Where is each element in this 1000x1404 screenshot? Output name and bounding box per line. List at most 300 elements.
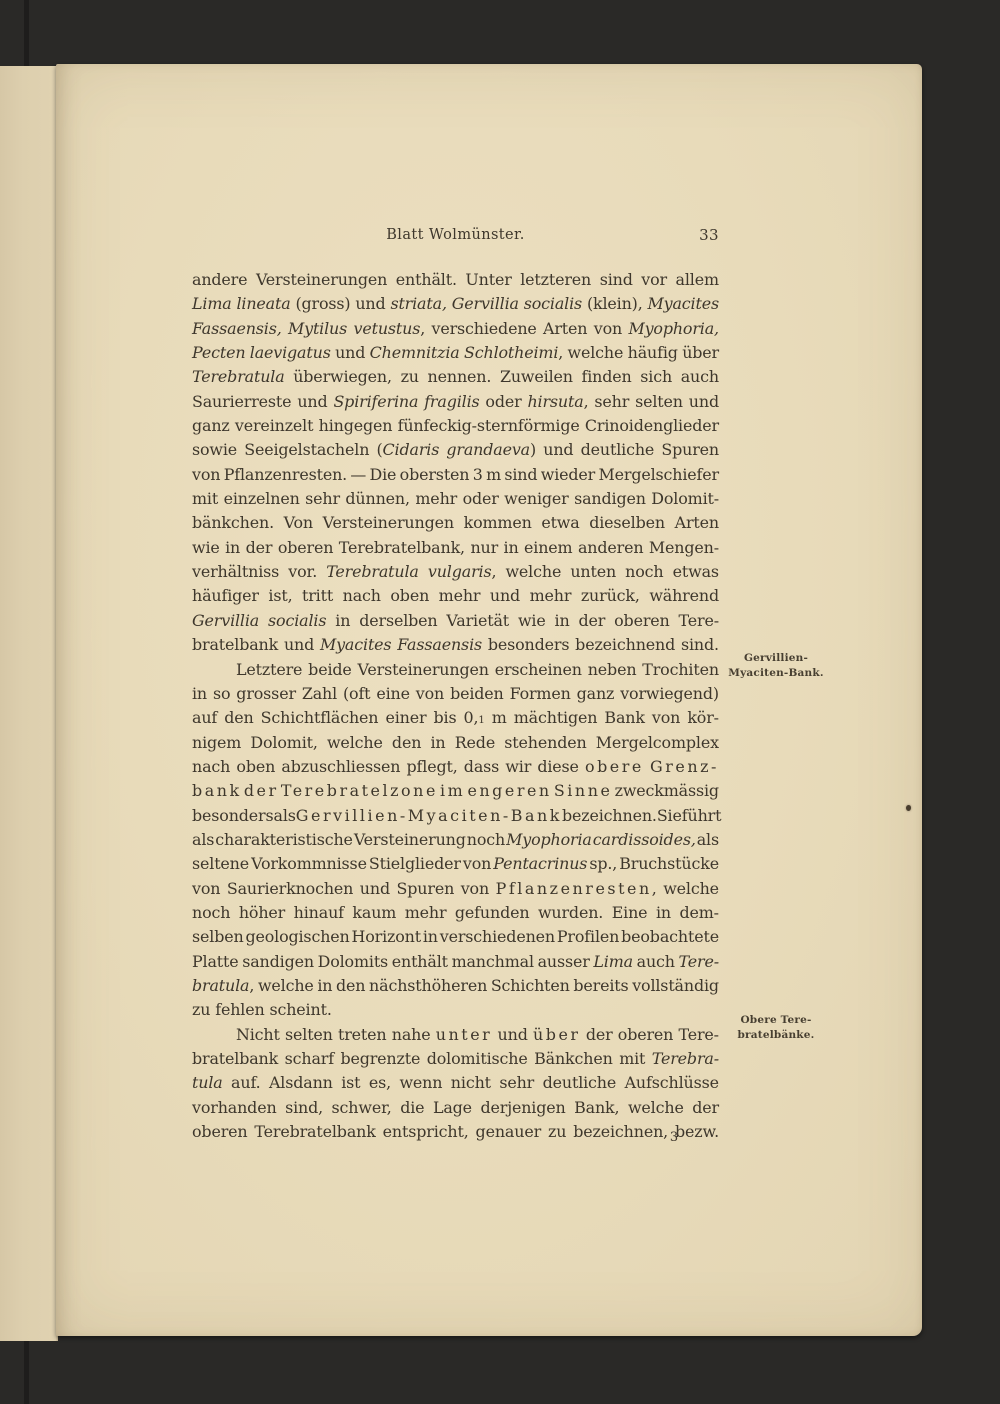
word: andere [192, 270, 248, 289]
word: Alsdann [268, 1073, 333, 1093]
word: Terebratelzone [280, 781, 438, 801]
word: in [317, 975, 333, 995]
word: sind [504, 464, 538, 484]
underlying-page-edge [0, 66, 58, 1341]
word: zweckmässig [614, 781, 719, 801]
word: laevigatus [249, 343, 331, 363]
word: (Cidaris [376, 440, 440, 460]
word: oder [485, 391, 522, 411]
text-line [192, 414, 719, 438]
text-line [192, 1096, 719, 1120]
word: abzuschliessen [281, 756, 401, 776]
word: allem [675, 270, 719, 289]
text-line [192, 1120, 719, 1144]
word: stehenden [504, 732, 587, 752]
word: fehlen [215, 1000, 265, 1020]
word: über [532, 1024, 581, 1044]
word: oben [236, 756, 276, 776]
word: Versteinerungen [357, 659, 489, 679]
word: Bank, [574, 1097, 620, 1117]
word: nennen. [427, 367, 492, 387]
word: sehr [305, 489, 340, 509]
word: bis [433, 708, 457, 728]
word: zu [547, 1122, 567, 1142]
word: Zuweilen [499, 367, 573, 387]
word: Myophoria [506, 829, 592, 849]
word: es, [368, 1073, 392, 1093]
margin-note-obere-terebratelbaenke [726, 1013, 826, 1043]
word: Lage [432, 1097, 472, 1117]
word: kaum [352, 902, 397, 922]
word: socialis [523, 294, 583, 314]
word: besonders [487, 635, 570, 655]
word: als [696, 829, 719, 849]
word: zu [192, 1000, 211, 1020]
word: in [430, 732, 446, 752]
word: wieder [540, 464, 596, 484]
word: über [682, 343, 719, 363]
word: Myophoria, [628, 318, 719, 338]
word: Dolomit- [651, 489, 719, 509]
word: einer [385, 708, 427, 728]
word: welche [663, 878, 719, 898]
word: Terebratelbank [254, 1122, 376, 1142]
word: sind, [285, 1097, 324, 1117]
text-line [192, 998, 719, 1022]
word: Trochiten [642, 659, 719, 679]
word: bezw. [675, 1122, 719, 1142]
word: welche [326, 732, 383, 752]
word: hingegen [318, 416, 393, 436]
word: Pflanzenresten, [495, 878, 657, 898]
word: Terebratula [192, 367, 285, 387]
word: nach [342, 586, 381, 606]
word: kommen [463, 513, 532, 533]
word: eine [376, 683, 410, 703]
word: Pflanzenresten. [223, 464, 348, 484]
word: Spiriferina [333, 391, 419, 411]
word: fragilis [424, 391, 480, 411]
word: auf. [231, 1073, 261, 1093]
word: Grenz- [650, 756, 719, 776]
page-header [192, 224, 719, 246]
word: und [359, 878, 390, 898]
word: entspricht, [382, 1122, 469, 1142]
word: Stielglieder [368, 854, 461, 874]
word: nigem [192, 732, 242, 752]
word: sind [599, 270, 633, 289]
word: deutliche [542, 1073, 617, 1093]
word: wie [192, 537, 220, 557]
text-line [192, 1023, 719, 1047]
word: auf [192, 708, 218, 728]
word: kör- [687, 708, 719, 728]
word: Platte [192, 951, 239, 971]
word: Von [283, 513, 313, 533]
word: gefunden [454, 902, 530, 922]
text-line [192, 536, 719, 560]
ink-speck [906, 805, 911, 811]
margin-note-line: Gervillien- [743, 652, 809, 664]
word: Crinoidenglieder [584, 416, 719, 436]
word: zu [400, 367, 419, 387]
word: beobachtete [621, 927, 719, 947]
word: sandigen [242, 951, 314, 971]
word: in [655, 902, 671, 922]
text-line [192, 925, 719, 949]
word: welche [505, 562, 562, 582]
word: manchmal [451, 951, 534, 971]
word: dem- [679, 902, 719, 922]
word: Terebratula [326, 562, 419, 582]
word: Myacites [319, 635, 392, 655]
word: Lima [192, 294, 232, 314]
word: lineata [236, 294, 291, 314]
word: bratelbank [192, 635, 279, 655]
word: derselben [359, 610, 438, 630]
word: nur [470, 537, 499, 557]
word: sind. [680, 635, 719, 655]
word: und [355, 294, 386, 314]
word: Myaciten-Bank [407, 805, 562, 825]
book-page [56, 64, 922, 1336]
word: Bruchstücke [619, 854, 719, 874]
word: dünnen, [345, 489, 410, 509]
word: Mytilus [288, 318, 348, 338]
word: hirsuta, [527, 391, 589, 411]
word: noch [192, 902, 231, 922]
word: mit [192, 489, 219, 509]
text-line [192, 974, 719, 998]
text-line [192, 731, 719, 755]
word: charakteristische [215, 829, 353, 849]
word: führt [681, 805, 722, 825]
word: ganz [576, 683, 615, 703]
word: nahe [391, 1024, 431, 1044]
text-line [192, 511, 719, 535]
word: Gervillia [192, 610, 260, 630]
word: dolomitische [426, 1049, 528, 1068]
word: oberen [614, 610, 670, 630]
word: in [335, 610, 351, 630]
word: wie [517, 610, 546, 630]
text-line [192, 317, 719, 341]
word: Bank [604, 708, 645, 728]
text-line [192, 584, 719, 608]
margin-note-line: Obere Tere- [740, 1014, 812, 1026]
text-line [192, 1071, 719, 1095]
word: vulgaris, [427, 562, 497, 582]
text-line [192, 268, 719, 292]
word: enthält [391, 951, 448, 971]
word: etwa [541, 513, 580, 533]
word: Dolomit, [250, 732, 318, 752]
word: auch [636, 951, 675, 971]
word: treten [338, 1024, 387, 1044]
word: hinauf [293, 902, 344, 922]
word: bratula, [192, 975, 255, 995]
word: Lima [593, 951, 633, 971]
word: Pentacrinus [493, 854, 588, 874]
word: Fassaensis [397, 635, 482, 655]
word: von [192, 464, 221, 484]
word: 0,1 [463, 708, 485, 728]
word: Spuren [396, 878, 455, 898]
text-line [192, 463, 719, 487]
word: engeren [467, 781, 552, 801]
text-line [192, 755, 719, 779]
word: selben [192, 927, 244, 947]
word: und [497, 1024, 528, 1044]
word: als [273, 805, 296, 825]
word: von [415, 683, 445, 703]
word: von [192, 878, 221, 898]
word: von [593, 318, 623, 338]
word: Sinne [553, 781, 613, 801]
word: Tere- [678, 610, 719, 630]
word: im [440, 781, 466, 801]
word: scharf [284, 1049, 334, 1068]
word: welche [567, 343, 624, 363]
word: mehr [404, 902, 447, 922]
word: Formen [509, 683, 571, 703]
word: noch [466, 829, 506, 849]
word: schwer, [331, 1097, 392, 1117]
word: welche [627, 1097, 684, 1117]
margin-note-gervillien-myaciten-bank [726, 651, 826, 681]
word: Terebra- [651, 1049, 719, 1068]
word: Tere- [678, 951, 719, 971]
word: grandaeva) [446, 440, 537, 460]
word: beide [308, 659, 352, 679]
word: noch [625, 562, 664, 582]
text-line [192, 950, 719, 974]
word: dass [463, 756, 500, 776]
word: auch [680, 367, 719, 387]
word: neben [587, 659, 637, 679]
word: Vorkommnisse [251, 854, 367, 874]
text-line [192, 682, 719, 706]
word: pflegt, [406, 756, 458, 776]
text-line [192, 292, 719, 316]
word: Terebratelbank, [338, 537, 465, 557]
word: Sie [656, 805, 682, 825]
word: weniger [504, 489, 569, 509]
text-line [192, 341, 719, 365]
word: sehr [499, 1073, 535, 1093]
word: oberen [617, 1024, 674, 1044]
word: diese [537, 756, 579, 776]
word: Profilen [556, 927, 620, 947]
word: Arten [674, 513, 719, 533]
word: Arten [543, 318, 588, 338]
word: vorwiegend) [620, 683, 719, 703]
word: Myacites [647, 294, 719, 314]
text-line [192, 390, 719, 414]
word: und [335, 343, 366, 363]
word: zurück, [580, 586, 640, 606]
word: enthält. [395, 270, 457, 289]
word: Dolomits [317, 951, 389, 971]
word: beiden [450, 683, 504, 703]
word: in [503, 537, 519, 557]
word: wurden. [537, 902, 604, 922]
text-line [192, 779, 719, 803]
word: begrenzte [340, 1049, 421, 1068]
word: Versteinerungen [255, 270, 388, 289]
word: grosser [236, 683, 296, 703]
word: erscheinen [494, 659, 582, 679]
text-line [192, 877, 719, 901]
text-line [192, 804, 722, 828]
word: mit [619, 1049, 646, 1068]
word: Saurierreste [192, 391, 292, 411]
word: Spuren [661, 440, 719, 460]
text-line [192, 487, 719, 511]
word: Mergelschiefer [598, 464, 719, 484]
word: Horizont [351, 927, 421, 947]
word: nach [192, 756, 231, 776]
word: der [245, 537, 273, 557]
word: den [391, 732, 422, 752]
word: derjenigen [480, 1097, 566, 1117]
word: den [224, 708, 254, 728]
word: bezeichnen, [573, 1122, 669, 1142]
word: Versteinerungen [322, 513, 454, 533]
word: oder [462, 489, 499, 509]
text-line [192, 828, 719, 852]
word: der [692, 1097, 719, 1117]
word: ist [341, 1073, 361, 1093]
word: Bänkchen [534, 1049, 613, 1068]
word: Versteinerung [353, 829, 466, 849]
word: von [651, 708, 681, 728]
word: striata, [390, 294, 447, 314]
word: tula [192, 1073, 223, 1093]
word: die [400, 1097, 425, 1117]
text-line [192, 560, 719, 584]
word: und [543, 440, 574, 460]
word: der [243, 781, 279, 801]
word: so [212, 683, 231, 703]
word: — [350, 464, 367, 484]
word: Schichten [490, 975, 570, 995]
word: Die [369, 464, 397, 484]
word: Gervillien- [295, 805, 408, 825]
word: Schichtflächen [260, 708, 379, 728]
word: (gross) [295, 294, 351, 314]
word: m [486, 464, 501, 484]
word: wenn [399, 1073, 443, 1093]
word: Chemnitzia [369, 343, 460, 363]
text-line [192, 852, 719, 876]
word: und [297, 391, 328, 411]
word: oberen [277, 537, 334, 557]
signature-mark: 3 [669, 1130, 679, 1145]
word: den [336, 975, 366, 995]
word: bezeichnend [575, 635, 676, 655]
word: vor [641, 270, 667, 289]
word: verschiedene [431, 318, 537, 338]
word: vetustus, [353, 318, 426, 338]
word: scheint. [269, 1000, 332, 1020]
word: einem [524, 537, 573, 557]
word: genauer [475, 1122, 542, 1142]
word: Tere- [678, 1024, 719, 1044]
word: ausser [537, 951, 590, 971]
word: finden [581, 367, 632, 387]
word: vor. [288, 562, 318, 582]
word: oben [390, 586, 430, 606]
word: höher [238, 902, 286, 922]
word: in [422, 927, 438, 947]
word: Varietät [446, 610, 510, 630]
word: in [554, 610, 570, 630]
word: obersten [399, 464, 470, 484]
word: sich [640, 367, 673, 387]
word: bänkchen. [192, 513, 274, 533]
text-line [192, 609, 719, 633]
word: einzelnen [223, 489, 300, 509]
word: mehr [438, 586, 481, 606]
word: oberen [192, 1122, 248, 1142]
word: Nicht [236, 1024, 280, 1044]
word: tritt [302, 586, 334, 606]
word: ist, [268, 586, 293, 606]
text-line [192, 901, 719, 925]
word: in [225, 537, 241, 557]
word: dieselben [589, 513, 665, 533]
word: Schlotheimi, [464, 343, 564, 363]
word: geologischen [245, 927, 350, 947]
word: Letztere [236, 659, 303, 679]
word: verschiedenen [439, 927, 556, 947]
word: Fassaensis, [192, 318, 282, 338]
word: welche [257, 975, 314, 995]
word: und [688, 391, 719, 411]
page-number: 33 [699, 226, 719, 244]
word: bezeichnen. [561, 805, 657, 825]
word: nächsthöheren [369, 975, 488, 995]
text-line [192, 438, 719, 462]
word: Eine [611, 902, 648, 922]
word: sandigen [574, 489, 646, 509]
word: verhältniss [192, 562, 280, 582]
word: sp., [589, 854, 618, 874]
word: bratelbank [192, 1049, 279, 1068]
word: nicht [450, 1073, 491, 1093]
text-line [192, 706, 719, 730]
word: Seeigelstacheln [244, 440, 370, 460]
text-line [192, 633, 719, 657]
word: seltene [192, 854, 250, 874]
word: Rede [454, 732, 496, 752]
word: bereits [573, 975, 629, 995]
word: Zahl [301, 683, 338, 703]
margin-note-line: bratelbänke. [737, 1029, 815, 1041]
word: selten [635, 391, 683, 411]
text-line [192, 658, 719, 682]
word: häufig [627, 343, 678, 363]
word: wir [505, 756, 532, 776]
word: m [491, 708, 507, 728]
word: anderen [577, 537, 644, 557]
word: besonders [192, 805, 274, 825]
word: Aufschlüsse [624, 1073, 719, 1093]
word: vollständig [632, 975, 719, 995]
word: unten [570, 562, 617, 582]
word: fünfeckig-sternförmige [397, 416, 580, 436]
